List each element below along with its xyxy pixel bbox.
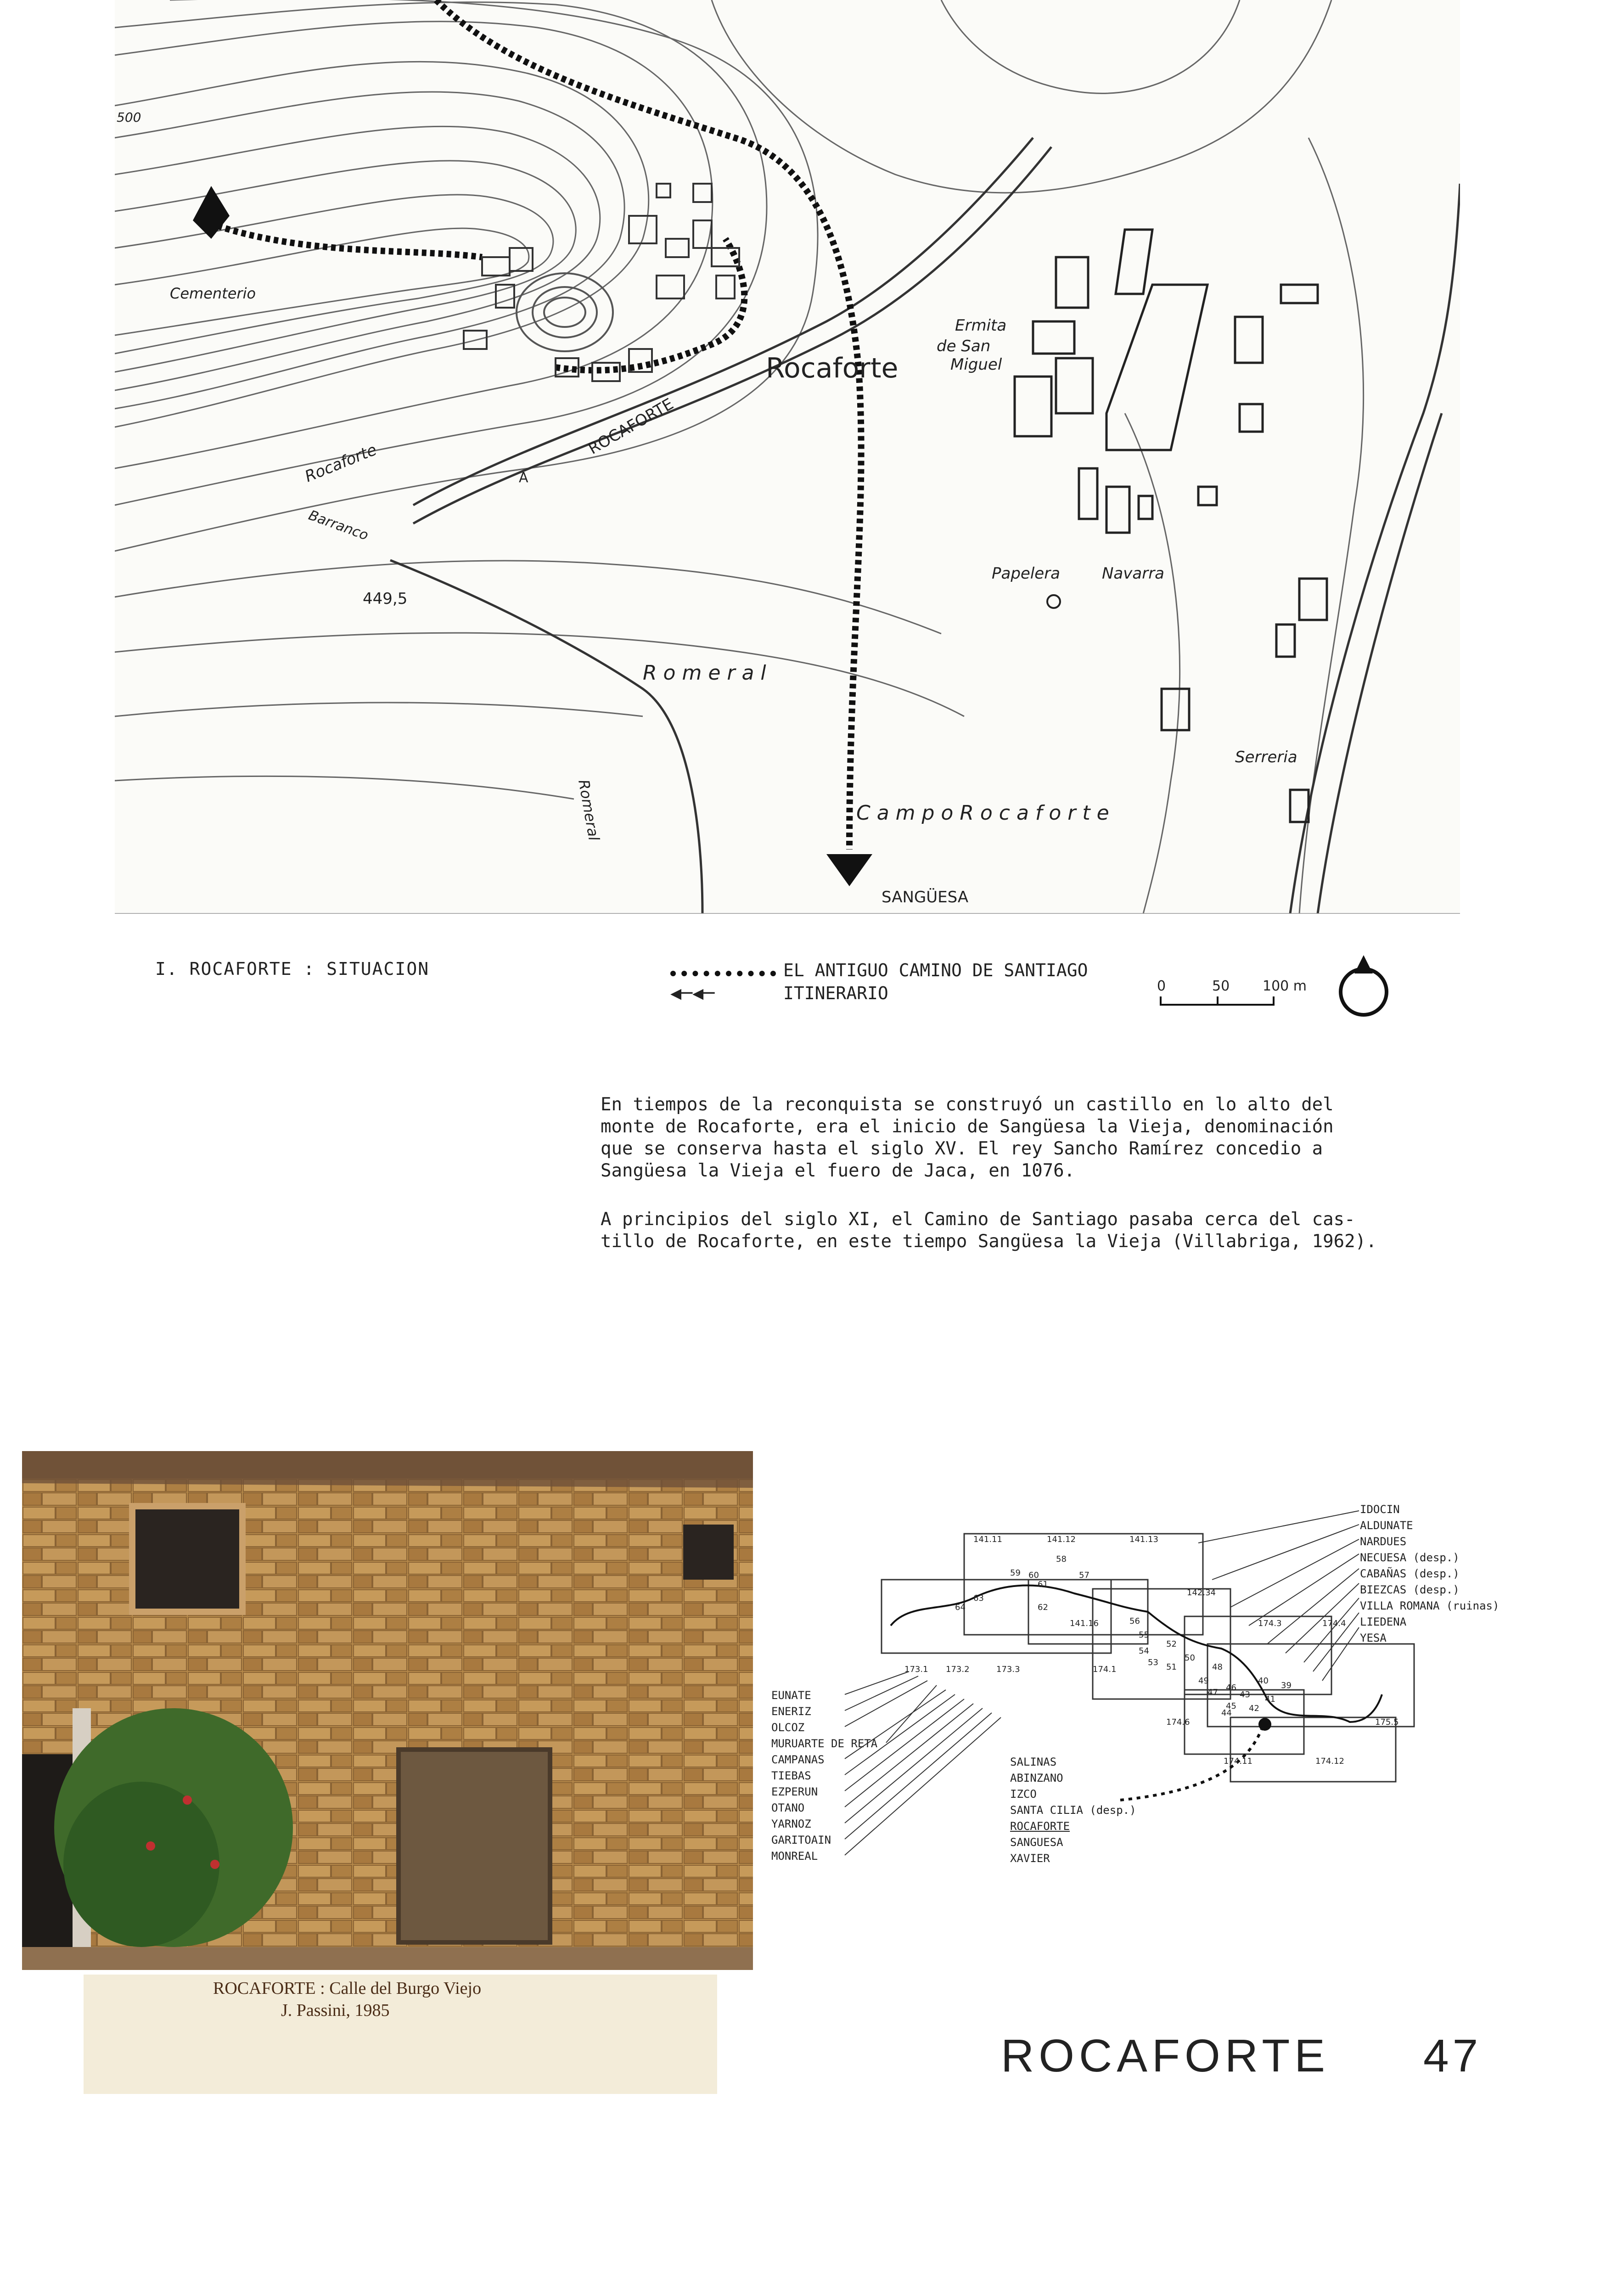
town-item: ENERIZ	[771, 1705, 811, 1718]
route-number: 46	[1226, 1683, 1236, 1693]
p1-line-4: Sangüesa la Vieja el fuero de Jaca, en 1076.	[601, 1160, 1075, 1181]
paragraph-2	[601, 1209, 1427, 1253]
town-item: OLCOZ	[771, 1721, 805, 1734]
route-number: 63	[973, 1593, 984, 1603]
north-arrow-icon	[1336, 951, 1391, 1019]
ermita-label-3: Miguel	[950, 355, 1002, 374]
route-diagram	[771, 1503, 1543, 1874]
leader-lines-right	[1198, 1511, 1359, 1681]
map-drawing	[115, 0, 1460, 914]
sheet-label: 174.4	[1322, 1619, 1346, 1628]
route-number: 59	[1010, 1568, 1021, 1578]
sheet-label: 173.3	[996, 1665, 1020, 1674]
sheet-label: 173.2	[946, 1665, 970, 1674]
route-number: 62	[1038, 1603, 1048, 1612]
route-number: 55	[1139, 1630, 1149, 1640]
sheet-label: 142.34	[1187, 1588, 1216, 1598]
town-item: ROCAFORTE	[1010, 1820, 1070, 1833]
arrow-left-icon: ◀─◀─	[670, 983, 715, 1004]
route-number: 48	[1212, 1662, 1223, 1672]
sheet-label: 174.1	[1093, 1665, 1117, 1674]
town-item: IDOCIN	[1360, 1503, 1400, 1516]
legend-itinerario-row	[670, 982, 1088, 1005]
romeral-label: R o m e r a l	[643, 661, 766, 685]
route-number: 51	[1166, 1662, 1177, 1672]
town-item: CAMPANAS	[771, 1753, 825, 1766]
scale-bar	[1157, 978, 1313, 1015]
route-number: 40	[1258, 1676, 1269, 1686]
elevation-449-label: 449,5	[363, 590, 408, 608]
dotted-line-icon	[670, 964, 776, 976]
campo-rocaforte-label: C a m p o R o c a f o r t e	[856, 801, 1109, 825]
legend-camino-label: EL ANTIGUO CAMINO DE SANTIAGO	[783, 960, 1088, 980]
town-item: ABINZANO	[1010, 1772, 1063, 1784]
town-item: YESA	[1360, 1632, 1387, 1644]
town-item: GARITOAIN	[771, 1834, 831, 1846]
ermita-label-2: de San	[937, 337, 991, 355]
town-item: SANGUESA	[1010, 1836, 1063, 1849]
bottom-town-list	[1010, 1754, 1136, 1867]
route-number: 56	[1129, 1616, 1140, 1626]
sheet-label: 141.12	[1047, 1535, 1076, 1544]
p1-line-3: que se conserva hasta el siglo XV. El rey Sancho Ramírez concedio a	[601, 1138, 1323, 1159]
p1-line-1: En tiempos de la reconquista se construyó un castillo en lo alto del	[601, 1094, 1334, 1115]
route-number: 58	[1056, 1554, 1067, 1564]
sheet-label: 173.1	[904, 1665, 928, 1674]
town-item: IZCO	[1010, 1788, 1037, 1801]
town-item: SALINAS	[1010, 1756, 1057, 1768]
route-number: 47	[1207, 1688, 1218, 1697]
town-item: VILLA ROMANA (ruinas)	[1360, 1599, 1499, 1612]
route-number: 49	[1198, 1676, 1209, 1686]
rocaforte-town-label: Rocaforte	[766, 352, 899, 384]
scale-label-50: 50	[1212, 978, 1230, 994]
navarra-label: Navarra	[1102, 564, 1165, 583]
papelera-label: Papelera	[992, 564, 1061, 583]
town-item: ALDUNATE	[1360, 1519, 1413, 1532]
route-number: 50	[1185, 1653, 1195, 1663]
photo-caption-line-1: ROCAFORTE : Calle del Burgo Viejo	[213, 1979, 482, 1998]
rocaforte-road-label: ROCAFORTE	[585, 394, 677, 458]
town-item: TIEBAS	[771, 1769, 811, 1782]
sheet-label: 175.5	[1375, 1717, 1399, 1727]
route-number: 64	[955, 1603, 966, 1612]
rocaforte-dot	[1258, 1718, 1271, 1731]
sheet-label: 141.11	[973, 1535, 1002, 1544]
town-item: SANTA CILIA (desp.)	[1010, 1804, 1136, 1817]
town-item: OTANO	[771, 1801, 805, 1814]
ermita-label: Ermita	[955, 316, 1007, 335]
sheet-label: 141.16	[1070, 1619, 1099, 1628]
p2-line-1: A principios del siglo XI, el Camino de Santiago pasaba cerca del cas-	[601, 1209, 1355, 1230]
map-caption: I. ROCAFORTE : SITUACION	[155, 959, 430, 979]
route-number: 45	[1226, 1701, 1236, 1711]
scale-label-100: 100 m	[1263, 978, 1307, 994]
route-number: 43	[1240, 1690, 1250, 1699]
serreria-label: Serreria	[1235, 748, 1297, 766]
town-item: XAVIER	[1010, 1852, 1050, 1865]
barranco-label: Barranco	[306, 507, 371, 544]
p2-line-2: tillo de Rocaforte, en este tiempo Sangüesa la Vieja (Villabriga, 1962).	[601, 1231, 1377, 1252]
town-item: NARDUES	[1360, 1535, 1407, 1548]
town-item: BIEZCAS (desp.)	[1360, 1583, 1460, 1596]
town-item: MONREAL	[771, 1850, 818, 1863]
sheet-label: 174.11	[1224, 1756, 1252, 1766]
photo-caption-label	[84, 1975, 717, 2094]
rocaforte-small-label: Rocaforte	[302, 440, 380, 486]
route-number: 53	[1148, 1658, 1158, 1667]
route-number: 52	[1166, 1639, 1177, 1649]
photo-caption-line-2: J. Passini, 1985	[281, 2001, 390, 2020]
elevation-500-label: 500	[117, 110, 141, 125]
route-number: 42	[1249, 1704, 1259, 1713]
sheet-label: 174.3	[1258, 1619, 1282, 1628]
route-number: 39	[1281, 1681, 1292, 1690]
town-item: YARNOZ	[771, 1818, 811, 1830]
route-number: 54	[1139, 1646, 1149, 1656]
p1-line-2: monte de Rocaforte, era el inicio de Sangüesa la Vieja, denominación	[601, 1116, 1334, 1137]
route-number: 44	[1221, 1708, 1232, 1718]
route-number: 57	[1079, 1570, 1089, 1580]
town-item: NECUESA (desp.)	[1360, 1551, 1460, 1564]
route-number: 41	[1265, 1694, 1275, 1704]
map-legend	[670, 959, 1088, 1005]
town-item: EZPERUN	[771, 1785, 818, 1798]
route-number: 61	[1038, 1580, 1048, 1589]
paragraph-1	[601, 1094, 1427, 1182]
photo-stone-house	[22, 1451, 753, 1970]
page-number: 47	[1423, 2030, 1482, 2082]
legend-camino-row	[670, 959, 1088, 982]
town-item: MURUARTE DE RETA	[771, 1737, 878, 1750]
a-road-label: A	[519, 470, 528, 486]
sanguesa-label: SANGÜESA	[882, 888, 969, 906]
right-town-list	[1360, 1502, 1499, 1646]
town-item: LIEDENA	[1360, 1615, 1407, 1628]
photo-illustration	[22, 1451, 753, 1970]
sheet-label: 174.6	[1166, 1717, 1190, 1727]
situation-map	[115, 0, 1460, 914]
footer-title: ROCAFORTE	[1001, 2030, 1330, 2082]
legend-itinerario-label: ITINERARIO	[783, 983, 888, 1003]
route-number: 60	[1028, 1570, 1039, 1580]
scale-label-0: 0	[1157, 978, 1166, 994]
sheet-label: 141.13	[1129, 1535, 1158, 1544]
cementerio-label: Cementerio	[170, 285, 256, 302]
sheet-label: 174.12	[1315, 1756, 1344, 1766]
town-item: EUNATE	[771, 1689, 811, 1702]
romeral-vertical-label: Romeral	[575, 778, 603, 842]
town-item: CABAÑAS (desp.)	[1360, 1567, 1460, 1580]
left-town-list	[771, 1688, 877, 1864]
